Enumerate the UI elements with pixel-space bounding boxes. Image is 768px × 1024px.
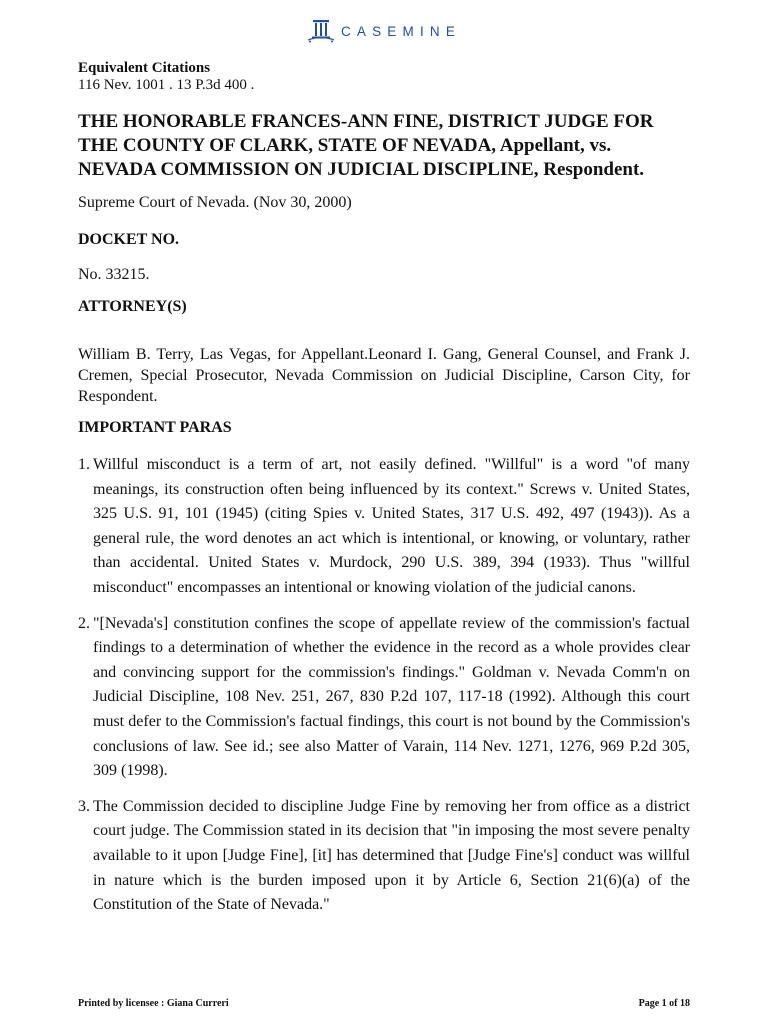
courthouse-icon (307, 18, 335, 44)
case-title: THE HONORABLE FRANCES-ANN FINE, DISTRICT JUDGE FOR THE COUNTY OF CLARK, STATE OF NEVADA, Appellant, vs. NEVADA COMMISSION ON JUDICIAL DISCIPLINE, Respondent. (78, 111, 654, 180)
casemine-logo[interactable] (0, 16, 768, 46)
para-text: The Commission decided to discipline Judge Fine by removing her from office as a district court judge. The Commission stated in its decision that "in imposing the most severe penalty available to it upon [Judge Fine], [it] has determined that [Judge Fine's] conduct was willful in nature which is the burden imposed upon it by Article 6, Section 21(6)(a) of the Constitution of the State of Nevada." (93, 797, 690, 914)
citations-value: 116 Nev. 1001 . 13 P.3d 400 . (78, 77, 255, 93)
important-paras-list (78, 453, 690, 918)
court-and-date: Supreme Court of Nevada. (Nov 30, 2000) (78, 194, 352, 211)
citations-label: Equivalent Citations (78, 60, 211, 76)
page-footer (78, 998, 690, 1009)
printed-by: Printed by licensee : Giana Curreri (78, 998, 229, 1009)
document-body (78, 59, 690, 929)
page-number: Page 1 of 18 (638, 998, 690, 1009)
para-number: 3. (78, 797, 90, 815)
para-text: Willful misconduct is a term of art, not easily defined. "Willful" is a word "of many meanings, its construction often being influenced by its context." Screws v. United States, 325 U.S. 91, 101 (1945) (citing Spies v. United States, 317 U.S. 492, 497 (1943)). As a general rule, the word denotes an act which is intentional, or knowing, or voluntary, rather than accidental. United States v. Murdock, 290 U.S. 389, 394 (1933). Thus "willful misconduct" encompasses an intentional or knowing violation of the judicial canons. (93, 456, 690, 596)
para-number: 2. (78, 614, 90, 632)
brand-name: CASEMINE (340, 23, 462, 39)
para-number: 1. (78, 456, 90, 473)
docket-number: No. 33215. (78, 266, 150, 283)
attorneys-heading: ATTORNEY(S) (78, 298, 187, 315)
important-paras-heading: IMPORTANT PARAS (78, 419, 232, 436)
list-item (78, 453, 690, 601)
para-text: "[Nevada's] constitution confines the scope of appellate review of the commission's factual findings to a determination of whether the evidence in the record as a whole provides clear and convincing support for the commission's findings." Goldman v. Nevada Comm'n on Judicial Discipline, 108 Nev. 251, 267, 830 P.2d 107, 117-18 (1992). Although this court must defer to the Commission's factual findings, this court is not bound by the Commission's conclusions of law. See id.; see also Matter of Varain, 114 Nev. 1271, 1276, 969 P.2d 305, 309 (1998). (93, 614, 690, 780)
docket-heading: DOCKET NO. (78, 231, 180, 248)
attorneys-text: William B. Terry, Las Vegas, for Appellant.Leonard I. Gang, General Counsel, and Frank J. Cremen, Special Prosecutor, Nevada Commission on Judicial Discipline, Carson City, for Respondent. (78, 346, 690, 405)
list-item (78, 612, 690, 784)
list-item (78, 795, 690, 918)
